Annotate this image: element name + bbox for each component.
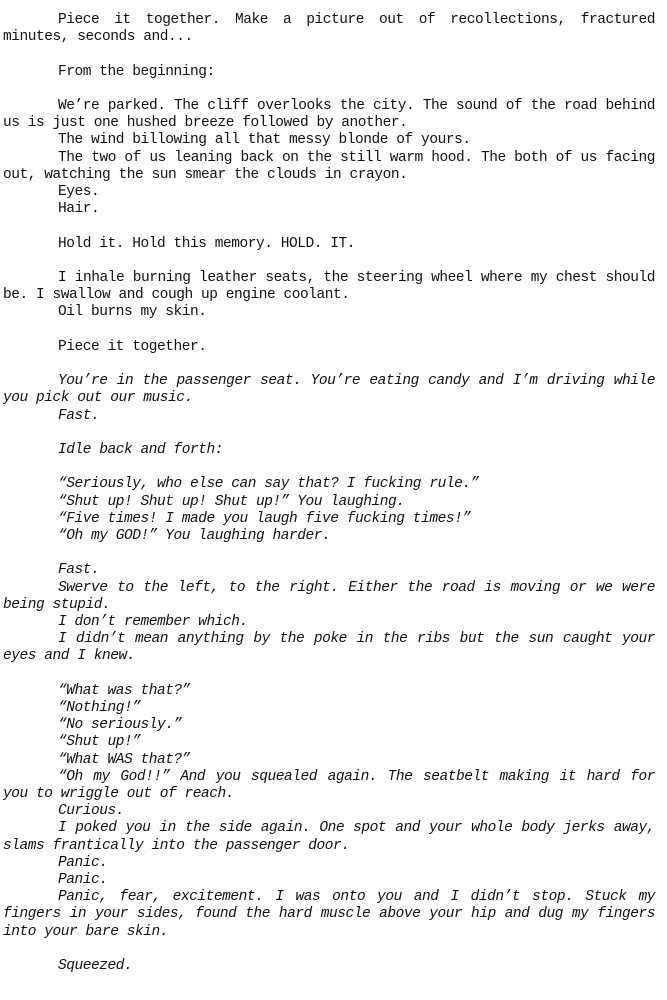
manuscript-paragraph: Eyes.	[58, 184, 100, 200]
manuscript-paragraph: We’re parked. The cliff overlooks the city. The sound of the road behind us is just one hushed breeze followed by another.	[3, 97, 655, 132]
paragraph-gap	[3, 666, 655, 683]
manuscript-paragraph: Hair.	[58, 201, 100, 218]
manuscript-paragraph: “Shut up!”	[58, 734, 141, 751]
manuscript-paragraph: Fast.	[58, 407, 100, 424]
manuscript-paragraph: The two of us leaning back on the still warm hood. The both of us facing out, watching the sun smear the clouds in crayon.	[3, 149, 655, 183]
manuscript-paragraph: Piece it together.	[58, 338, 207, 355]
manuscript-paragraph: “Seriously, who else can say that? I fucking rule.”	[58, 476, 479, 493]
paragraph-gap	[3, 459, 655, 476]
manuscript-paragraph: “Five times! I made you laugh five fucking times!”	[58, 510, 471, 527]
paragraph-gap	[3, 941, 655, 958]
paragraph-gap	[3, 425, 655, 442]
manuscript-paragraph: “What WAS that?”	[58, 751, 191, 768]
paragraph-gap	[3, 253, 655, 270]
manuscript-paragraph: “Oh my God!!” And you squealed again. The seatbelt making it hard for you to wriggle out of reach.	[3, 768, 655, 802]
paragraph-gap	[3, 218, 655, 235]
manuscript-paragraph: “What was that?”	[58, 682, 191, 699]
manuscript-paragraph: “Oh my GOD!” You laughing harder.	[58, 527, 331, 544]
manuscript-paragraph: Panic.	[58, 872, 108, 888]
manuscript-paragraph: Swerve to the left, to the right. Either the road is moving or we were being stupid.	[3, 579, 655, 613]
paragraph-gap	[3, 356, 655, 373]
manuscript-paragraph: “No seriously.”	[58, 717, 182, 734]
manuscript-paragraph: Squeezed.	[58, 958, 133, 974]
manuscript-paragraph: Curious.	[58, 803, 125, 820]
manuscript-paragraph: Hold it. Hold this memory. HOLD. IT.	[58, 235, 356, 252]
manuscript-paragraph: Panic, fear, excitement. I was onto you and I didn’t stop. Stuck my fingers in your sides, found the hard muscle above your hip and dug my fingers into your bare skin.	[3, 889, 655, 940]
paragraph-gap	[3, 322, 655, 339]
paragraph-gap	[3, 545, 655, 562]
manuscript-paragraph: I don’t remember which.	[58, 613, 248, 630]
paragraph-gap	[3, 46, 655, 63]
manuscript-paragraph: From the beginning:	[58, 63, 215, 80]
manuscript-paragraph: Oil burns my skin.	[58, 304, 207, 321]
manuscript-paragraph: The wind billowing all that messy blonde of yours.	[58, 132, 471, 149]
manuscript-paragraph: Piece it together. Make a picture out of recollections, fractured minutes, seconds and...	[3, 12, 655, 46]
paragraph-gap	[3, 81, 655, 98]
manuscript-paragraph: Panic.	[58, 854, 108, 871]
manuscript-paragraph: I poked you in the side again. One spot and your whole body jerks away, slams frantically into the passenger door.	[3, 820, 655, 854]
manuscript-paragraph: You’re in the passenger seat. You’re eating candy and I’m driving while you pick out our music.	[3, 373, 655, 407]
manuscript-paragraph: “Shut up! Shut up! Shut up!” You laughing.	[58, 493, 405, 510]
manuscript-paragraph: I inhale burning leather seats, the steering wheel where my chest should be. I swallow and cough up engine coolant.	[3, 269, 655, 304]
manuscript-paragraph: Fast.	[58, 562, 100, 579]
manuscript-paragraph: Idle back and forth:	[58, 441, 224, 458]
manuscript-paragraph: “Nothing!”	[58, 699, 141, 716]
manuscript-paragraph: I didn’t mean anything by the poke in the ribs but the sun caught your eyes and I knew.	[3, 631, 655, 665]
document-page	[3, 12, 655, 975]
